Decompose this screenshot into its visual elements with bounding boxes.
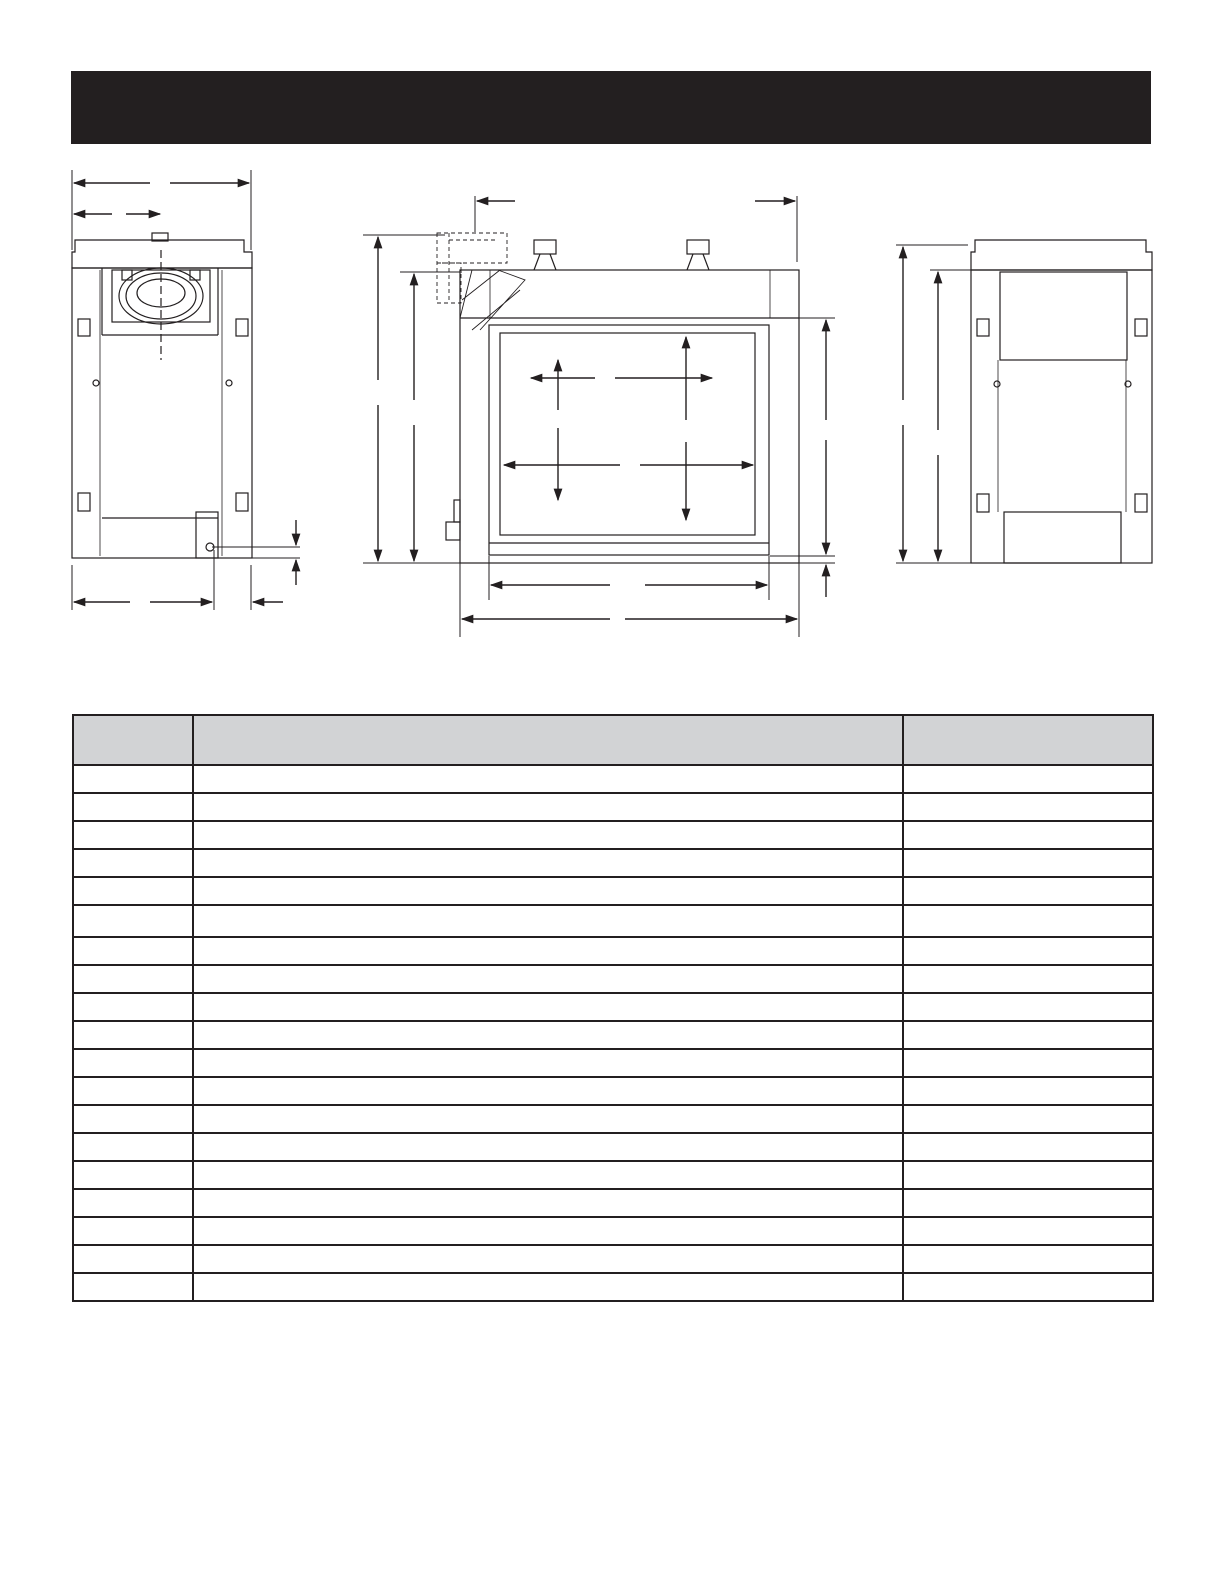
table-cell [193,877,903,905]
table-cell [193,1049,903,1077]
table-row [73,1273,1153,1301]
table-cell [193,905,903,937]
table-cell [193,1245,903,1273]
table-row [73,1021,1153,1049]
table-cell [903,821,1153,849]
table-cell [193,1077,903,1105]
table-cell [73,793,193,821]
table-cell [73,849,193,877]
table-cell [193,1021,903,1049]
table-cell [903,1049,1153,1077]
table-cell [903,849,1153,877]
table-cell [193,1161,903,1189]
table-cell [73,1105,193,1133]
table-cell [73,1189,193,1217]
table-cell [73,1049,193,1077]
table-row [73,877,1153,905]
table-cell [73,1217,193,1245]
table-row [73,1217,1153,1245]
table-cell [73,905,193,937]
table-header-row [73,715,1153,765]
table-row [73,793,1153,821]
table-row [73,821,1153,849]
table-row [73,937,1153,965]
table-row [73,849,1153,877]
table-cell [903,1077,1153,1105]
table-cell [903,905,1153,937]
table-cell [903,1217,1153,1245]
table-row [73,1077,1153,1105]
table-cell [73,993,193,1021]
table-cell [73,1245,193,1273]
table-row [73,765,1153,793]
table-row [73,1049,1153,1077]
table-cell [903,1273,1153,1301]
table-cell [73,1077,193,1105]
table-cell [73,1273,193,1301]
table-cell [73,877,193,905]
table-cell [193,1189,903,1217]
table-cell [193,993,903,1021]
table-cell [73,821,193,849]
table-cell [903,965,1153,993]
column-header [903,715,1153,765]
table-cell [903,877,1153,905]
table-cell [193,1273,903,1301]
table-cell [903,1105,1153,1133]
table-cell [903,1189,1153,1217]
table-row [73,905,1153,937]
table-cell [193,765,903,793]
table-cell [193,965,903,993]
dimension-drawings [0,0,1225,680]
top-view-drawing [72,170,300,610]
table-cell [903,793,1153,821]
table-cell [193,1133,903,1161]
table-cell [193,849,903,877]
table-cell [193,793,903,821]
table-cell [73,1021,193,1049]
table-cell [73,1133,193,1161]
table-cell [73,765,193,793]
table-cell [73,937,193,965]
table-cell [193,937,903,965]
table-row [73,1245,1153,1273]
table-row [73,1133,1153,1161]
column-header [73,715,193,765]
table-row [73,965,1153,993]
table-row [73,1161,1153,1189]
table-cell [193,1217,903,1245]
table-cell [903,937,1153,965]
table-cell [903,765,1153,793]
side-view-drawing [896,240,1152,563]
table-cell [73,965,193,993]
column-header [193,715,903,765]
table-row [73,993,1153,1021]
table-cell [193,821,903,849]
front-view-drawing [363,196,835,637]
table-cell [903,1021,1153,1049]
table-cell [903,1245,1153,1273]
table-cell [903,1161,1153,1189]
specifications-table [72,714,1154,1302]
table-cell [903,993,1153,1021]
table-row [73,1105,1153,1133]
table-cell [903,1133,1153,1161]
table-cell [73,1161,193,1189]
table-row [73,1189,1153,1217]
table-cell [193,1105,903,1133]
